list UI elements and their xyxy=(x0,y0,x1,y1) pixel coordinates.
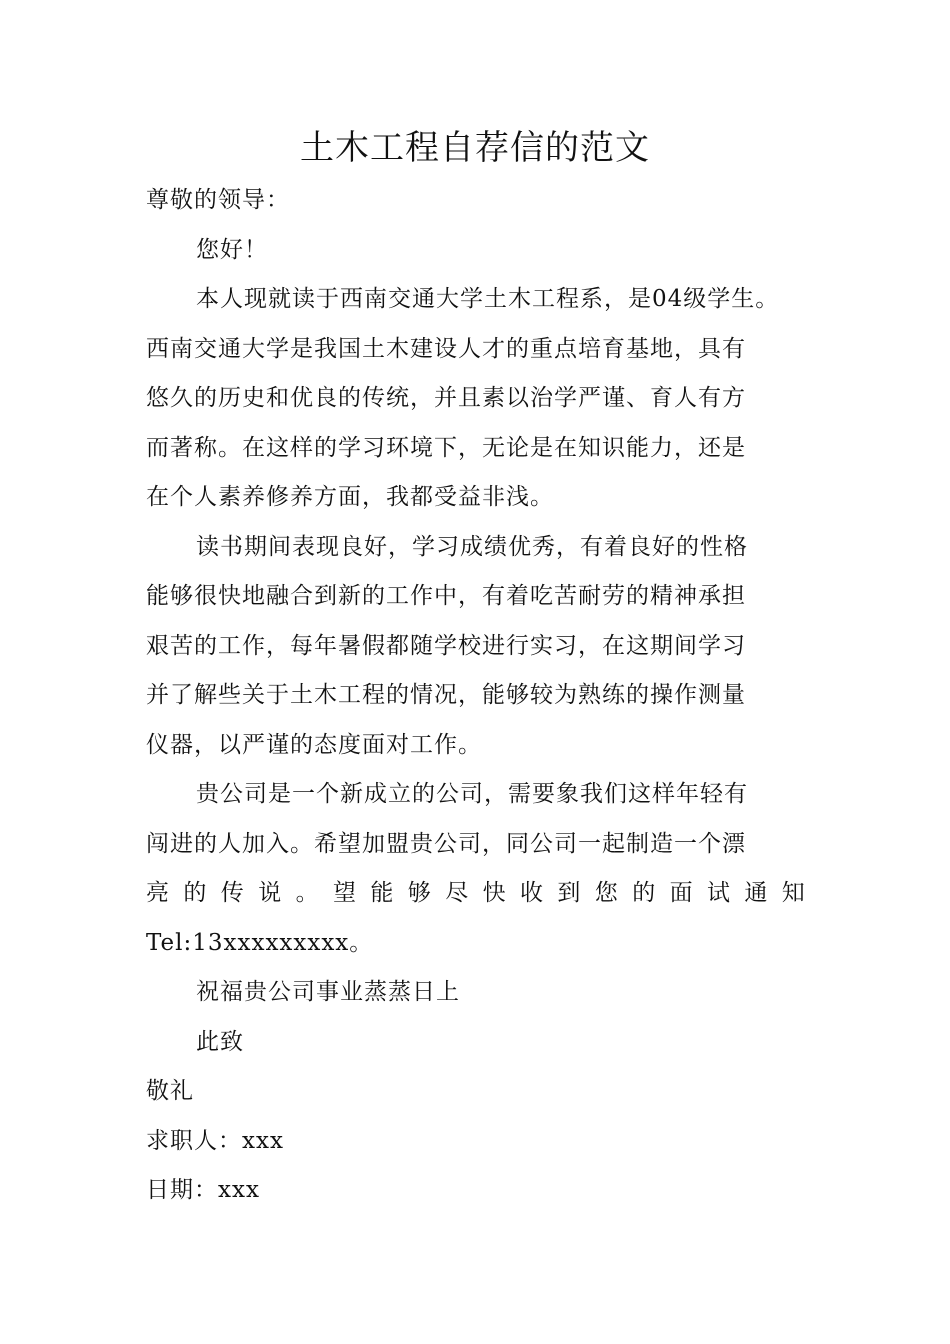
paragraph-line: 西南交通大学是我国土木建设人才的重点培育基地，具有 xyxy=(146,335,746,362)
paragraph-line: 艰苦的工作，每年暑假都随学校进行实习，在这期间学习 xyxy=(146,632,746,659)
salutation: 尊敬的领导： xyxy=(146,187,290,213)
closing-line-2: 敬礼 xyxy=(146,1078,194,1104)
closing-line-1: 此致 xyxy=(196,1028,244,1055)
letter-body xyxy=(146,176,820,1216)
paragraph-line: Tel:13xxxxxxxxx。 xyxy=(146,929,374,956)
paragraph-line: 本人现就读于西南交通大学土木工程系，是04级学生。 xyxy=(196,286,780,312)
paragraph-line: 悠久的历史和优良的传统，并且素以治学严谨、育人有方 xyxy=(146,385,746,411)
paragraph-line: 能够很快地融合到新的工作中，有着吃苦耐劳的精神承担 xyxy=(146,583,746,609)
applicant-line: 求职人：xxx xyxy=(146,1127,284,1154)
wish-line: 祝福贵公司事业蒸蒸日上 xyxy=(196,979,460,1005)
paragraph-line: 而著称。在这样的学习环境下，无论是在知识能力，还是 xyxy=(146,434,746,461)
paragraph-line: 并了解些关于土木工程的情况，能够较为熟练的操作测量 xyxy=(146,682,746,708)
paragraph-1 xyxy=(146,275,808,523)
justified-line: 亮的传说。望能够尽快收到您的面试通知 xyxy=(146,880,820,906)
paragraph-line: 仪器，以严谨的态度面对工作。 xyxy=(146,731,482,758)
greeting: 您好！ xyxy=(196,236,268,263)
paragraph-line: 贵公司是一个新成立的公司，需要象我们这样年轻有 xyxy=(196,781,748,807)
paragraph-2 xyxy=(146,523,808,771)
paragraph-3 xyxy=(146,770,820,968)
paragraph-line: 读书期间表现良好，学习成绩优秀，有着良好的性格 xyxy=(196,533,748,560)
date-line: 日期：xxx xyxy=(146,1177,260,1203)
paragraph-line: 在个人素养修养方面，我都受益非浅。 xyxy=(146,484,554,510)
paragraph-line: 闯进的人加入。希望加盟贵公司，同公司一起制造一个漂 xyxy=(146,830,746,857)
document-title: 土木工程自荐信的范文 xyxy=(300,128,650,168)
